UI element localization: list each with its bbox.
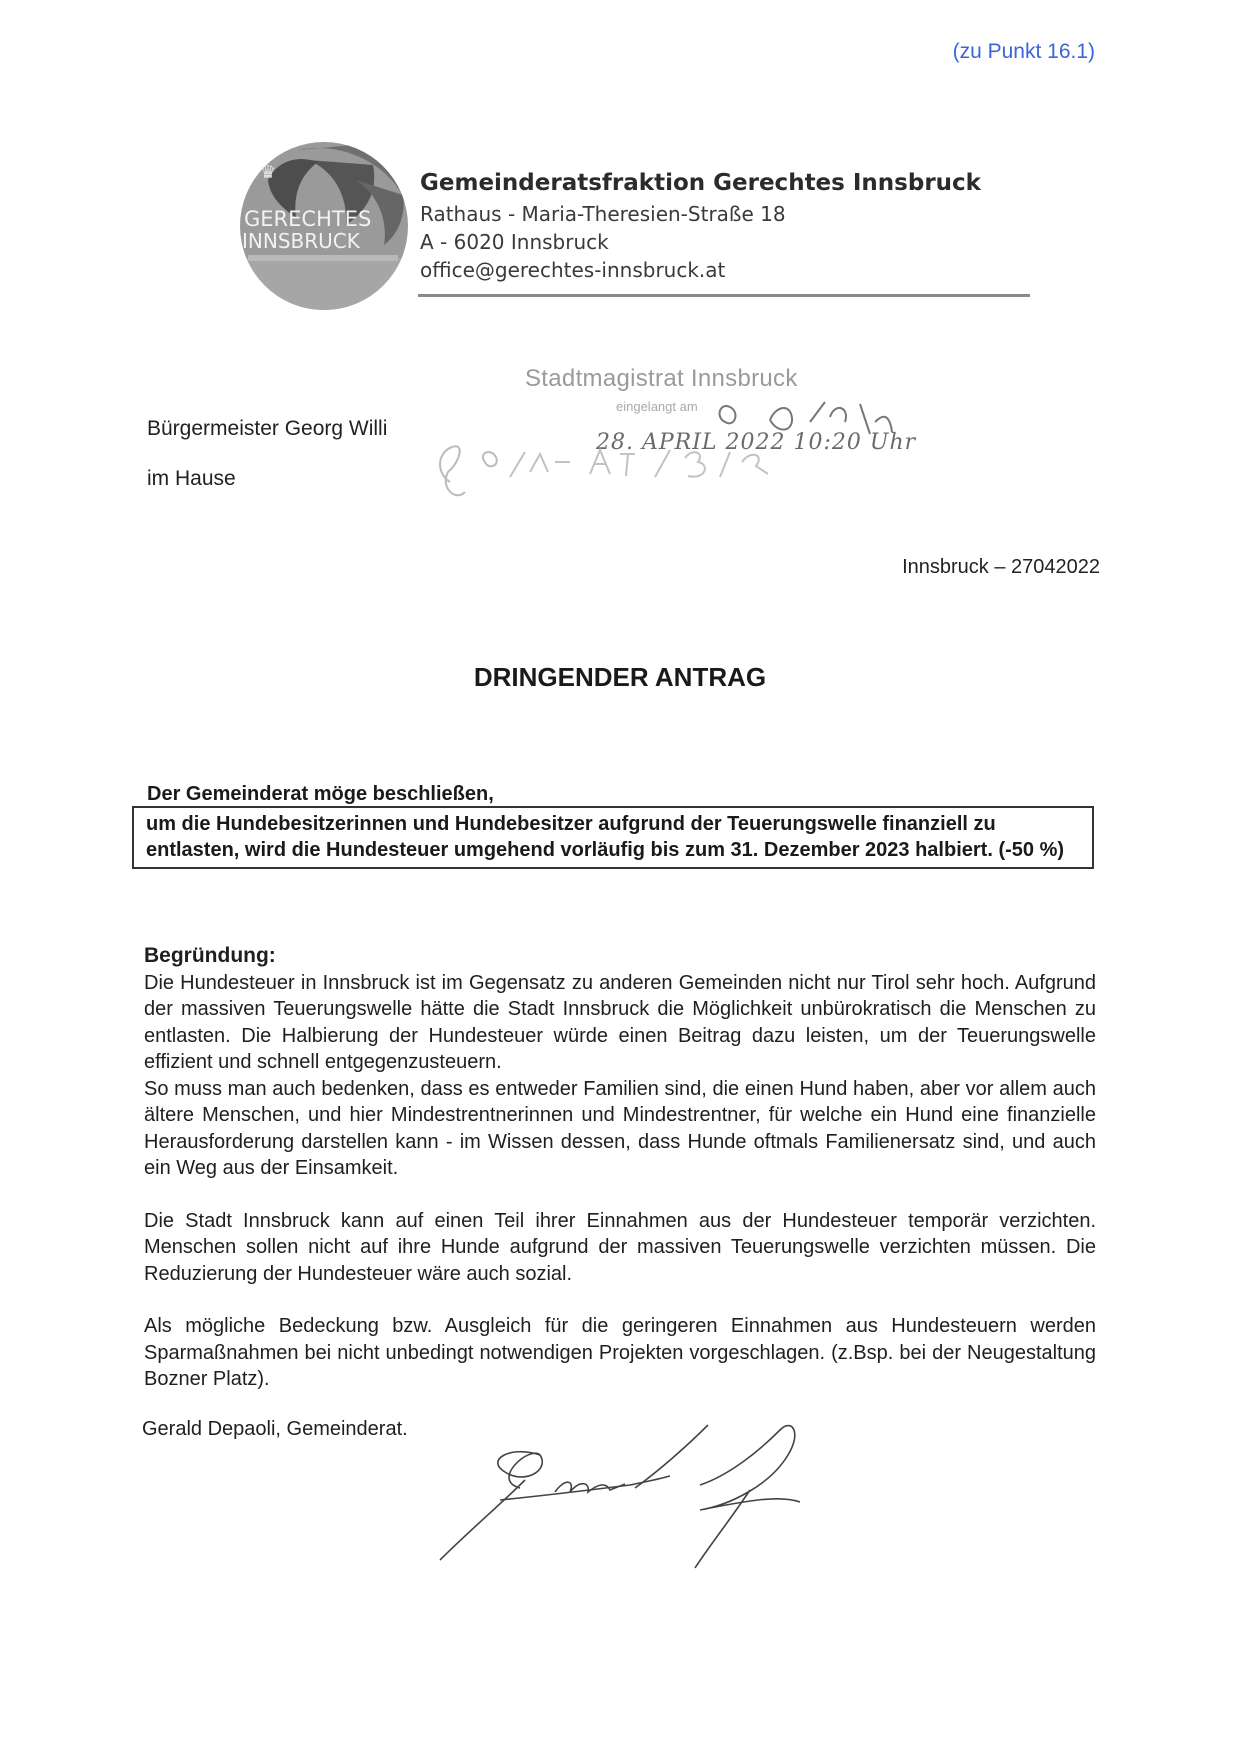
address-line-1: Rathaus - Maria-Theresien-Straße 18 — [420, 202, 786, 226]
place-date: Innsbruck – 27042022 — [902, 556, 1100, 578]
document-title: DRINGENDER ANTRAG — [473, 662, 767, 692]
justification-paragraph-3: Die Stadt Innsbruck kann auf einen Teil ihrer Einnahmen aus der Hundesteuer temporär verzichten. Menschen sollen nicht auf ihre Hunde aufgrund der massiven Teuerungswelle verzichten müssen. Die Reduzierung der Hundesteuer wäre auch sozial. — [144, 1209, 1096, 1285]
stamp-office: Stadtmagistrat Innsbruck — [525, 365, 798, 392]
organization-name: Gemeinderatsfraktion Gerechtes Innsbruck — [420, 170, 981, 196]
recipient-location: im Hause — [147, 467, 236, 490]
reference-note: (zu Punkt 16.1) — [952, 40, 1095, 63]
stamp-handwriting — [430, 362, 990, 532]
justification-section — [144, 943, 1096, 1393]
handwritten-signature — [430, 1410, 870, 1570]
recipient-name: Bürgermeister Georg Willi — [147, 417, 388, 440]
stamp-received-label: eingelangt am — [616, 399, 698, 414]
address-line-2: A - 6020 Innsbruck — [420, 230, 609, 254]
letterhead-divider — [418, 294, 1030, 297]
motion-intro: Der Gemeinderat möge beschließen, — [147, 783, 494, 805]
motion-text-box — [132, 806, 1094, 869]
svg-text:♛: ♛ — [260, 162, 277, 183]
email-address: office@gerechtes-innsbruck.at — [420, 258, 726, 282]
justification-paragraph-1: Die Hundesteuer in Innsbruck ist im Gegensatz zu anderen Gemeinden nicht nur Tirol sehr hoch. Aufgrund der massiven Teuerungswelle hätte die Stadt Innsbruck die Möglichkeit unbürokratisch die Menschen zu entlasten. Die Halbierung der Hundesteuer würde einen Beitrag dazu leisten, um der Teuerungswelle effizient und schnell entgegenzusteuern. — [144, 971, 1096, 1073]
justification-paragraph-4: Als mögliche Bedeckung bzw. Ausgleich für die geringeren Einnahmen aus Hundesteuern werden Sparmaßnahmen bei nicht unbedingt notwendigen Projekten vorgeschlagen. (z.Bsp. bei der Neugestaltung Bozner Platz). — [144, 1315, 1096, 1390]
letterhead — [420, 170, 981, 284]
motion-text: um die Hundebesitzerinnen und Hundebesitzer aufgrund der Teuerungswelle finanziell zu entlasten, wird die Hundesteuer umgehend vorläufig bis zum 31. Dezember 2023 halbiert. (-50 %) — [146, 813, 1065, 861]
signoff: Gerald Depaoli, Gemeinderat. — [142, 1418, 408, 1440]
party-logo — [238, 140, 410, 312]
stamp-date-time: 28. APRIL 2022 10:20 Uhr — [596, 430, 917, 455]
logo-text-top: GERECHTES — [244, 207, 372, 231]
recipient-block — [147, 404, 387, 504]
justification-heading: Begründung: — [144, 944, 276, 967]
justification-paragraph-2: So muss man auch bedenken, dass es entweder Familien sind, die einen Hund haben, aber vor allem auch ältere Menschen, und hier Mindestrentnerinnen und Mindestrentner, für welche ein Hund eine finanzielle Herausforderung darstellen kann - im Wissen dessen, dass Hunde oftmals Familienersatz sind, und auch ein Weg aus der Einsamkeit. — [144, 1077, 1096, 1179]
logo-text-bottom: INNSBRUCK — [242, 229, 360, 253]
